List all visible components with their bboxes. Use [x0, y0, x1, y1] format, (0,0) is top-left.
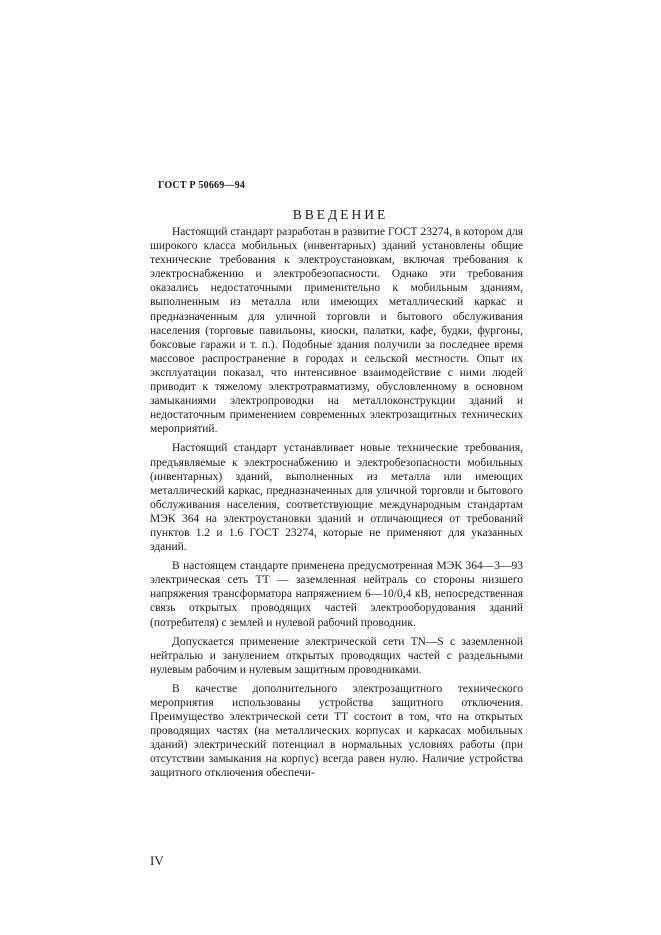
document-body: [150, 225, 523, 786]
paragraph-5: В качестве дополнительного электрозащитного технического мероприятия использованы устройства защитного отключения. Преимущество электрической сети ТТ состоит в том, что на открытых проводящих частях (на металлических корпусах и каркасах мобильных зданий) электрический потенциал в нормальных условиях работы (при отсутствии замыкания на корпус) всегда равен нулю. Наличие устройства защитного отключения обеспечи-: [150, 682, 523, 780]
paragraph-2: Настоящий стандарт устанавливает новые технические требования, предъявляемые к электроснабжению и электробезопасности мобильных (инвентарных) зданий, выполненных из металла или имеющих металлический каркас, предназначенных для уличной торговли и бытового обслуживания населения, соответствующие международным стандартам МЭК 364 на электроустановки зданий и отличающиеся от требований пунктов 1.2 и 1.6 ГОСТ 23274, которые не применяют для указанных зданий.: [150, 442, 523, 554]
paragraph-4: Допускается применение электрической сети TN—S с заземленной нейтралью и занулением открытых проводящих частей с раздельными нулевым рабочим и нулевым защитным проводниками.: [150, 635, 523, 676]
paragraph-1: Настоящий стандарт разработан в развитие ГОСТ 23274, в котором для широкого класса мобильных (инвентарных) зданий установлены общие технические требования к электроустановкам, включая требования к электроснабжению и электробезопасности. Однако эти требования оказались недостаточными применительно к мобильным зданиям, выполненным из металла или имеющих металлический каркас и предназначенным для уличной торговли и бытового обслуживания населения (торговые павильоны, киоски, палатки, кафе, будки, фургоны, боксовые гаражи и т. п.). Подобные здания получили за последнее время массовое распространение в городах и сельской местности. Опыт их эксплуатации показал, что интенсивное взаимодействие с ними людей приводит к тяжелому электротравматизму, обусловленному в основном замыканиями электропроводки на металлоконструкции зданий и недостаточным применением современных электрозащитных технических мероприятий.: [150, 226, 523, 436]
page-title: ВВЕДЕНИЕ: [292, 207, 389, 222]
paragraph-3: В настоящем стандарте применена предусмотренная МЭК 364—3—93 электрическая сеть ТТ — заземленная нейтраль со стороны низшего напряжения трансформатора напряжением 6—10/0,4 кВ, непосредственная связь открытых проводящих частей электрооборудования зданий (потребителя) с землей и нулевой рабочий проводник.: [150, 560, 523, 629]
document-code-header: ГОСТ Р 50669—94: [158, 180, 246, 191]
page-number: IV: [150, 853, 164, 868]
